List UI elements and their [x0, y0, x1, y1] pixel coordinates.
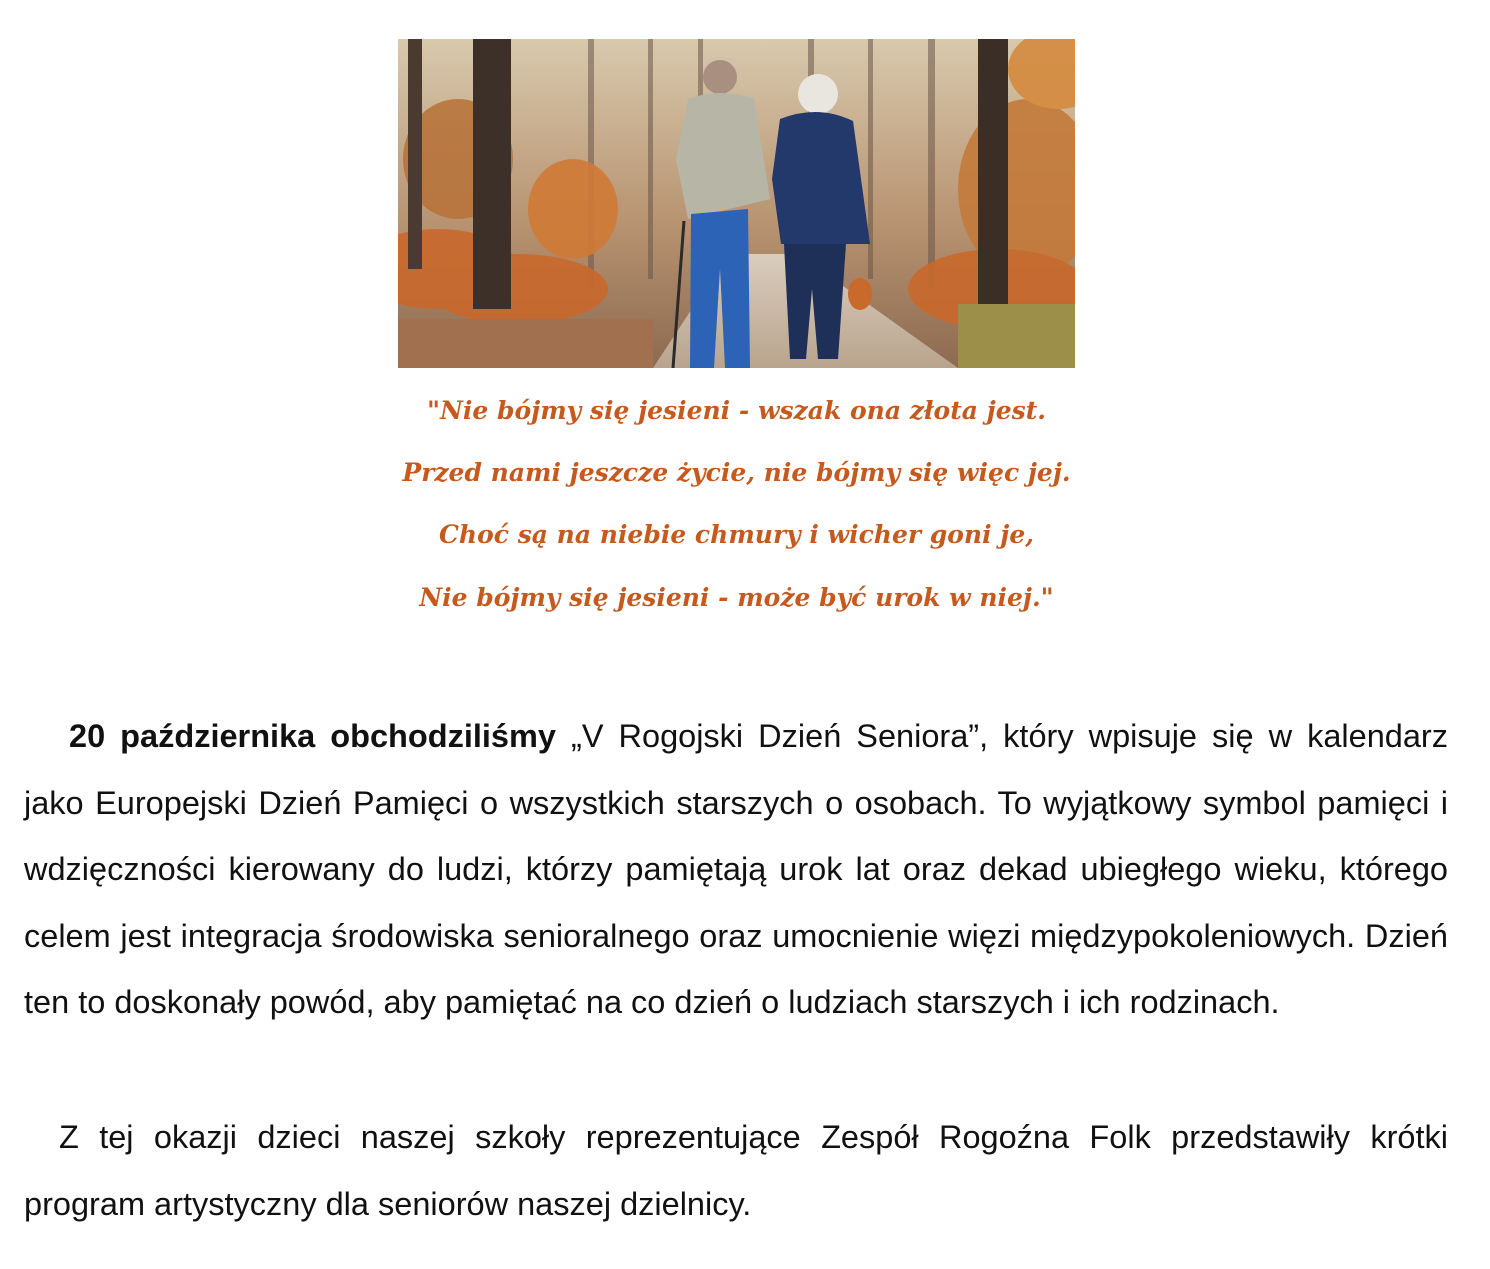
article-paragraph-1-text: „V Rogojski Dzień Seniora”, który wpisuje się w kalendarz jako Europejski Dzień Pamięci o wszystkich starszych o osobach. To wyjątkowy symbol pamięci i wdzięczności kierowany do ludzi, którzy pamiętają urok lat oraz dekad ubiegłego wieku, którego celem jest integracja środowiska senioralnego oraz umocnienie więzi międzypokoleniowych. Dzień ten to doskonały powód, aby pamiętać na co dzień o ludziach starszych i ich rodzinach. — [24, 718, 1448, 1020]
article-paragraph-2: Z tej okazji dzieci naszej szkoły reprezentujące Zespół Rogoźna Folk przedstawiły krótki program artystyczny dla seniorów naszej dzielnicy. — [24, 1119, 1448, 1222]
poem-line-4: Nie bójmy się jesieni - może być urok w niej." — [419, 583, 1054, 612]
poem-line-3: Choć są na niebie chmury i wicher goni je, — [439, 520, 1034, 549]
poem-line-2: Przed nami jeszcze życie, nie bójmy się więc jej. — [402, 458, 1071, 487]
article-paragraph-1 — [24, 703, 1448, 1036]
photo-illustration — [398, 39, 1075, 368]
poem-line-1: "Nie bójmy się jesieni - wszak ona złota jest. — [427, 396, 1046, 425]
article-date-heading: 20 października obchodziliśmy — [69, 718, 556, 754]
seniors-autumn-walk-photo — [398, 39, 1075, 368]
